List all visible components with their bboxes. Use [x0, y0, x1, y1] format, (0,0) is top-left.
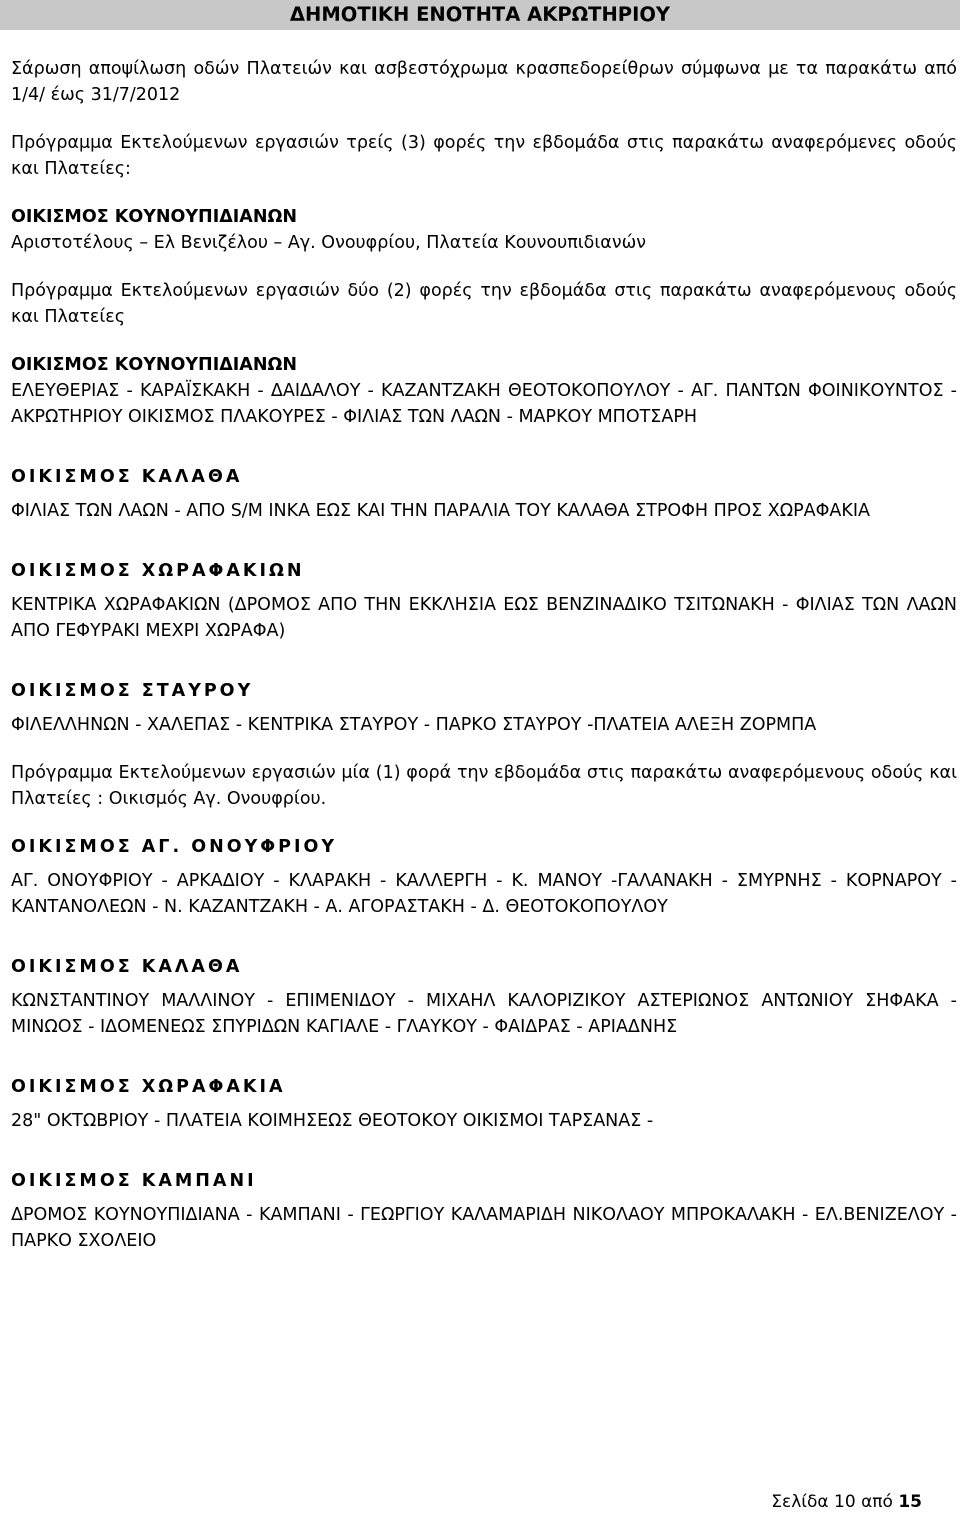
page-total: 15	[898, 1492, 922, 1512]
program-two-times: Πρόγραμμα Εκτελούμενων εργασιών δύο (2) φορές την εβδομάδα στις παρακάτω αναφερόμενους οδούς και Πλατείες	[11, 281, 957, 327]
streets-chorafakia-1: ΚΕΝΤΡΙΚΑ ΧΩΡΑΦΑΚΙΩΝ (ΔΡΟΜΟΣ ΑΠΟ ΤΗΝ ΕΚΚΛΗΣΙΑ ΕΩΣ ΒΕΝΖΙΝΑΔΙΚΟ ΤΣΙΤΩΝΑΚΗ - ΦΙΛΙΑΣ ΤΩΝ ΛΑΩΝ ΑΠΟ ΓΕΦΥΡΑΚΙ ΜΕΧΡΙ ΧΩΡΑΦΑ)	[11, 595, 957, 641]
heading-stavros: ΟΙΚΙΣΜΟΣ ΣΤΑΥΡΟΥ	[11, 681, 254, 701]
streets-kounoupidiana-1: Αριστοτέλους – Ελ Βενιζέλου – Αγ. Ονουφρίου, Πλατεία Κουνουπιδιανών	[11, 233, 647, 253]
section-title: ΔΗΜΟΤΙΚΗ ΕΝΟΤΗΤΑ ΑΚΡΩΤΗΡΙΟΥ	[0, 0, 960, 30]
streets-kalathas-1: ΦΙΛΙΑΣ ΤΩΝ ΛΑΩΝ - ΑΠΟ S/M ΙΝΚΑ ΕΩΣ ΚΑΙ ΤΗΝ ΠΑΡΑΛΙΑ ΤΟΥ ΚΑΛΑΘΑ ΣΤΡΟΦΗ ΠΡΟΣ ΧΩΡΑΦΑΚΙΑ	[11, 501, 870, 521]
page-separator: από	[861, 1492, 893, 1512]
streets-chorafakia-2: 28" ΟΚΤΩΒΡΙΟΥ - ΠΛΑΤΕΙΑ ΚΟΙΜΗΣΕΩΣ ΘΕΟΤΟΚΟΥ ΟΙΚΙΣΜΟΙ ΤΑΡΣΑΝΑΣ -	[11, 1111, 654, 1131]
heading-kampani: ΟΙΚΙΣΜΟΣ ΚΑΜΠΑΝΙ	[11, 1171, 257, 1191]
heading-kalathas-2: ΟΙΚΙΣΜΟΣ ΚΑΛΑΘΑ	[11, 957, 243, 977]
streets-kalathas-2: ΚΩΝΣΤΑΝΤΙΝΟΥ ΜΑΛΛΙΝΟΥ - ΕΠΙΜΕΝΙΔΟΥ - ΜΙΧΑΗΛ ΚΑΛΟΡΙΖΙΚΟΥ ΑΣΤΕΡΙΩΝΟΣ ΑΝΤΩΝΙΟΥ ΣΗΦΑΚΑ - ΜΙΝΩΟΣ - ΙΔΟΜΕΝΕΩΣ ΣΠΥΡΙΔΩΝ ΚΑΓΙΑΛΕ - ΓΛΑΥΚΟΥ - ΦΑΙΔΡΑΣ - ΑΡΙΑΔΝΗΣ	[11, 991, 957, 1037]
heading-kounoupidiana-1: ΟΙΚΙΣΜΟΣ ΚΟΥΝΟΥΠΙΔΙΑΝΩΝ	[11, 207, 297, 227]
streets-stavros: ΦΙΛΕΛΛΗΝΩΝ - ΧΑΛΕΠΑΣ - ΚΕΝΤΡΙΚΑ ΣΤΑΥΡΟΥ - ΠΑΡΚΟ ΣΤΑΥΡΟΥ -ΠΛΑΤΕΙΑ ΑΛΕΞΗ ΖΟΡΜΠΑ	[11, 715, 817, 735]
intro-paragraph: Σάρωση αποψίλωση οδών Πλατειών και ασβεστόχρωμα κρασπεδορείθρων σύμφωνα με τα παρακάτω από 1/4/ έως 31/7/2012	[11, 59, 957, 105]
heading-chorafakia-2: ΟΙΚΙΣΜΟΣ ΧΩΡΑΦΑΚΙΑ	[11, 1077, 286, 1097]
streets-kampani: ΔΡΟΜΟΣ ΚΟΥΝΟΥΠΙΔΙΑΝΑ - ΚΑΜΠΑΝΙ - ΓΕΩΡΓΙΟΥ ΚΑΛΑΜΑΡΙΔΗ ΝΙΚΟΛΑΟΥ ΜΠΡΟΚΑΛΑΚΗ - ΕΛ.ΒΕΝΙΖΕΛΟΥ - ΠΑΡΚΟ ΣΧΟΛΕΙΟ	[11, 1205, 957, 1251]
streets-ag-onoufrios: ΑΓ. ΟΝΟΥΦΡΙΟΥ - ΑΡΚΑΔΙΟΥ - ΚΛΑΡΑΚΗ - ΚΑΛΛΕΡΓΗ - Κ. ΜΑΝΟΥ -ΓΑΛΑΝΑΚΗ - ΣΜΥΡΝΗΣ - ΚΟΡΝΑΡΟΥ - ΚΑΝΤΑΝΟΛΕΩΝ - Ν. ΚΑΖΑΝΤΖΑΚΗ - Α. ΑΓΟΡΑΣΤΑΚΗ - Δ. ΘΕΟΤΟΚΟΠΟΥΛΟΥ	[11, 871, 957, 917]
streets-kounoupidiana-2: ΕΛΕΥΘΕΡΙΑΣ - ΚΑΡΑΪΣΚΑΚΗ - ΔΑΙΔΑΛΟΥ - ΚΑΖΑΝΤΖΑΚΗ ΘΕΟΤΟΚΟΠΟΥΛΟΥ - ΑΓ. ΠΑΝΤΩΝ ΦΟΙΝΙΚΟΥΝΤΟΣ - ΑΚΡΩΤΗΡΙΟΥ ΟΙΚΙΣΜΟΣ ΠΛΑΚΟΥΡΕΣ - ΦΙΛΙΑΣ ΤΩΝ ΛΑΩΝ - ΜΑΡΚΟΥ ΜΠΟΤΣΑΡΗ	[11, 381, 957, 427]
document-page	[11, 0, 957, 1254]
program-three-times: Πρόγραμμα Εκτελούμενων εργασιών τρείς (3) φορές την εβδομάδα στις παρακάτω αναφερόμενες οδούς και Πλατείες:	[11, 133, 957, 179]
heading-kounoupidiana-2: ΟΙΚΙΣΜΟΣ ΚΟΥΝΟΥΠΙΔΙΑΝΩΝ	[11, 355, 297, 375]
page-label: Σελίδα	[771, 1492, 829, 1512]
heading-ag-onoufrios: ΟΙΚΙΣΜΟΣ ΑΓ. ΟΝΟΥΦΡΙΟΥ	[11, 837, 338, 857]
page-footer	[771, 1492, 922, 1512]
page-current: 10	[834, 1492, 856, 1512]
heading-kalathas-1: ΟΙΚΙΣΜΟΣ ΚΑΛΑΘΑ	[11, 467, 243, 487]
program-one-time: Πρόγραμμα Εκτελούμενων εργασιών μία (1) φορά την εβδομάδα στις παρακάτω αναφερόμενους οδούς και Πλατείες : Οικισμός Αγ. Ονουφρίου.	[11, 763, 957, 809]
heading-chorafakia-1: ΟΙΚΙΣΜΟΣ ΧΩΡΑΦΑΚΙΩΝ	[11, 561, 305, 581]
